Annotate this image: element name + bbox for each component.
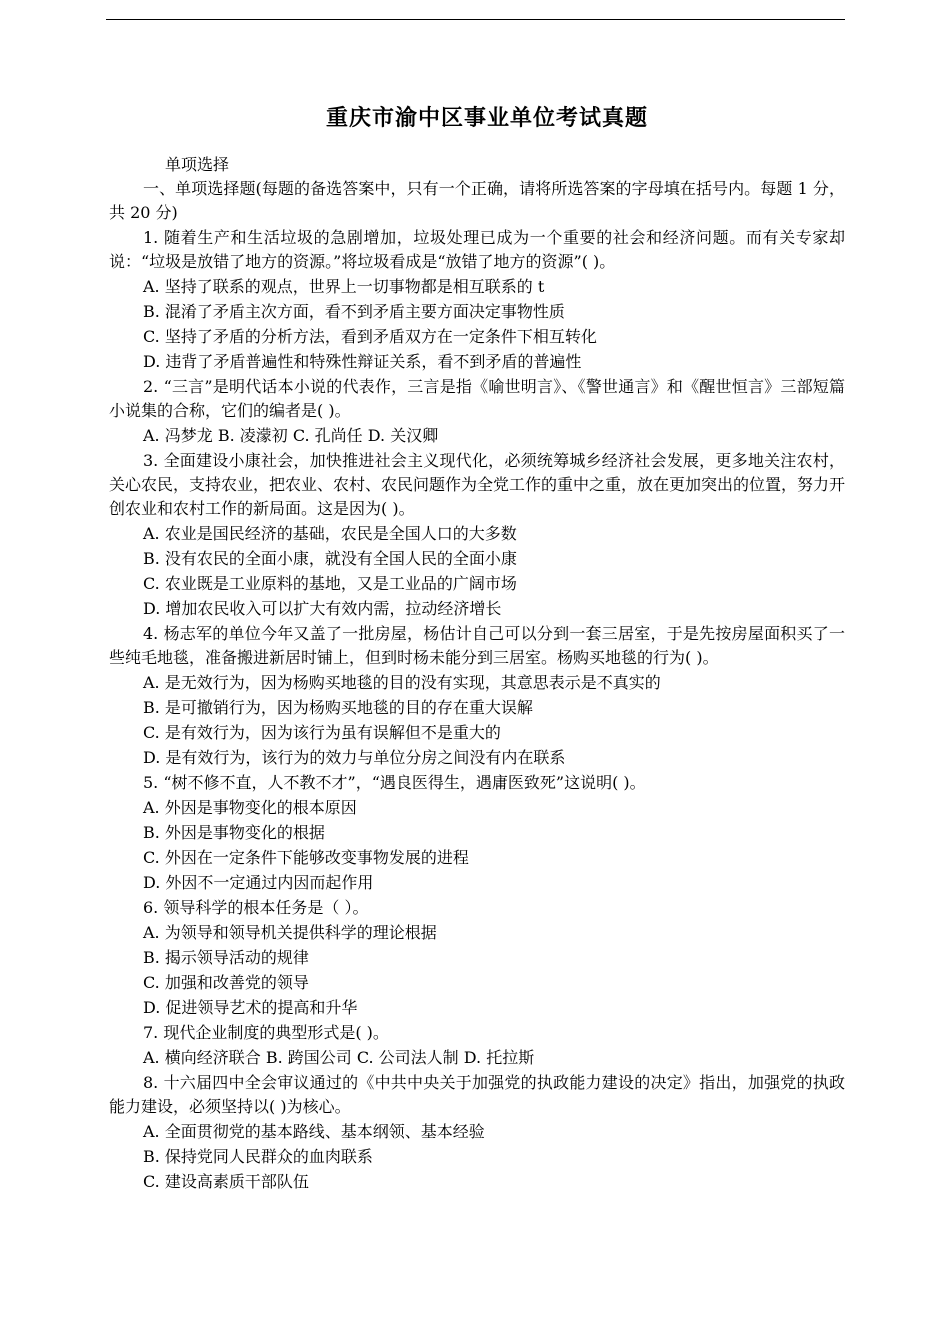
question-6-stem: 6. 领导科学的根本任务是（ ）。 [143, 898, 369, 917]
document-body [109, 103, 845, 1195]
instructions: 一、单项选择题(每题的备选答案中，只有一个正确，请将所选答案的字母填在括号内。每题 1 分，共 20 分) [109, 179, 845, 222]
question-8-option-b: B. 保持党同人民群众的血肉联系 [143, 1147, 373, 1166]
question-5-option-d: D. 外因不一定通过内因而起作用 [143, 873, 374, 892]
question-1-stem: 1. 随着生产和生活垃圾的急剧增加，垃圾处理已成为一个重要的社会和经济问题。而有关专家却说：“垃圾是放错了地方的资源。”将垃圾看成是“放错了地方的资源”( )。 [109, 228, 845, 271]
question-6-option-a: A. 为领导和领导机关提供科学的理论根据 [143, 923, 437, 942]
question-2-options: A. 冯梦龙 B. 凌濛初 C. 孔尚任 D. 关汉卿 [143, 426, 439, 445]
question-5-option-c: C. 外因在一定条件下能够改变事物发展的进程 [143, 848, 469, 867]
question-7-options: A. 横向经济联合 B. 跨国公司 C. 公司法人制 D. 托拉斯 [143, 1048, 535, 1067]
question-6-option-d: D. 促进领导艺术的提高和升华 [143, 998, 358, 1017]
question-6-option-c: C. 加强和改善党的领导 [143, 973, 309, 992]
question-8-stem: 8. 十六届四中全会审议通过的《中共中央关于加强党的执政能力建设的决定》指出，加强党的执政能力建设，必须坚持以( )为核心。 [109, 1073, 845, 1116]
question-4-option-d: D. 是有效行为，该行为的效力与单位分房之间没有内在联系 [143, 748, 566, 767]
section-label: 单项选择 [165, 155, 230, 174]
question-8-option-a: A. 全面贯彻党的基本路线、基本纲领、基本经验 [143, 1122, 485, 1141]
question-5-stem: 5. “树不修不直，人不教不才”，“遇良医得生，遇庸医致死”这说明( )。 [143, 773, 646, 792]
question-1-option-b: B. 混淆了矛盾主次方面，看不到矛盾主要方面决定事物性质 [143, 302, 565, 321]
question-8-option-c: C. 建设高素质干部队伍 [143, 1172, 309, 1191]
question-1-option-d: D. 违背了矛盾普遍性和特殊性辩证关系，看不到矛盾的普遍性 [143, 352, 582, 371]
page-title: 重庆市渝中区事业单位考试真题 [325, 105, 648, 131]
question-6-option-b: B. 揭示领导活动的规律 [143, 948, 309, 967]
question-3-stem: 3. 全面建设小康社会，加快推进社会主义现代化，必须统筹城乡经济社会发展，更多地关注农村，关心农民，支持农业，把农业、农村、农民问题作为全党工作的重中之重，放在更加突出的位置，努力开创农业和农村工作的新局面。这是因为( )。 [109, 451, 846, 518]
question-3-option-d: D. 增加农民收入可以扩大有效内需，拉动经济增长 [143, 599, 502, 618]
question-4-option-b: B. 是可撤销行为，因为杨购买地毯的目的存在重大误解 [143, 698, 533, 717]
header-rule [106, 19, 845, 20]
question-2-stem: 2. “三言”是明代话本小说的代表作，三言是指《喻世明言》、《警世通言》和《醒世恒言》三部短篇小说集的合称，它们的编者是( )。 [109, 377, 845, 420]
question-3-option-c: C. 农业既是工业原料的基地，又是工业品的广阔市场 [143, 574, 517, 593]
question-5-option-b: B. 外因是事物变化的根据 [143, 823, 325, 842]
question-4-stem: 4. 杨志军的单位今年又盖了一批房屋，杨估计自己可以分到一套三居室，于是先按房屋面积买了一些纯毛地毯，准备搬进新居时铺上，但到时杨未能分到三居室。杨购买地毯的行为( )。 [109, 624, 845, 667]
question-7-stem: 7. 现代企业制度的典型形式是( )。 [143, 1023, 389, 1042]
question-1-option-c: C. 坚持了矛盾的分析方法，看到矛盾双方在一定条件下相互转化 [143, 327, 597, 346]
question-3-option-a: A. 农业是国民经济的基础，农民是全国人口的大多数 [143, 524, 517, 543]
question-5-option-a: A. 外因是事物变化的根本原因 [143, 798, 357, 817]
question-3-option-b: B. 没有农民的全面小康，就没有全国人民的全面小康 [143, 549, 517, 568]
question-4-option-a: A. 是无效行为，因为杨购买地毯的目的没有实现，其意思表示是不真实的 [143, 673, 661, 692]
question-4-option-c: C. 是有效行为，因为该行为虽有误解但不是重大的 [143, 723, 501, 742]
question-1-option-a: A. 坚持了联系的观点，世界上一切事物都是相互联系的 t [143, 277, 545, 296]
